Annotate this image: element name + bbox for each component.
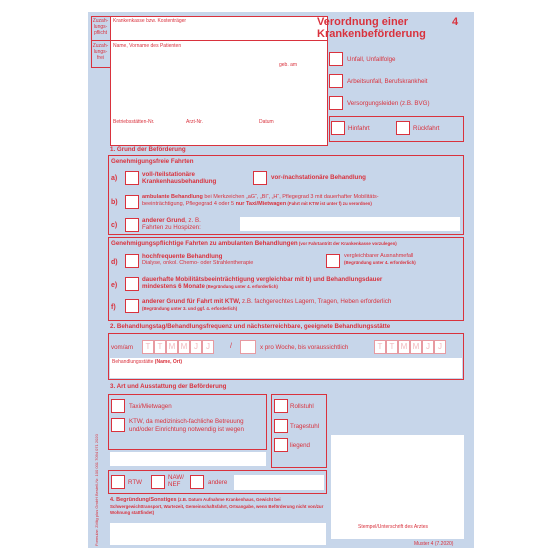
prescription-form: Zuzah- lungs- pflicht Zuzah- lungs- frei Krankenkasse bzw. Kostenträger Name, Vorname des Patienten geb. am Betriebsstätten-Nr. Arzt-Nr. Datum Verordnung einer Krankenbeförderung 4 Unfall, Unfallfolge Arbeitsunfall, Berufskrankheit Versorgungsleiden (z.B. BVG) Hinfahrt Rückfahrt 1. Grund der Beförderung Genehmigungsfreie Fahrten a) voll-/teilstationäre Krankenhausbehandlung vor-/nachstationäre Behandlung b) ambulante Behandlung bei Merkzeichen „aG“, „Bl“, „H“, Pflegegrad 3 mit dauerhafter Mobilitäts- beeinträchtigung, Pflegegrad 4 oder 5 nur Taxi/Mietwagen (Fahrt mit KTW ist unter f) zu verordnen) c) anderer Grund, z. B. Fahrten zu Hospizen: Genehmigungspflichtige Fahrten zu ambulanten Behandlungen (vor Fahrtantritt der Krankenkasse vorzulegen) d) hochfrequente Behandlung Dialyse, onkol. Chemo- oder Strahlentherapie vergleichbarer Ausnahmefall (Begründung unter 4. erforderlich) e) dauerhafte Mobilitätsbeeinträchtigung vergleichbar mit b) und Behandlungsdauer mindestens 6 Monate (Begründung unter 4. erforderlich) f) anderer Grund für Fahrt mit KTW, z.B. fachgerechtes Lagern, Tragen, Heben erforderlich (Begründung unter 3. und ggf. 4. erforderlich) 2. Behandlungstag/Behandlungsfrequenz und nächsterreichbare, geeignete Behandlungsstätte vom/am T T M M J J / x pro Woche, bis voraussichtlich T T M M J J Behandlungsstätte (Name, Ort) 3. Art und Ausstattung der Beförderung Taxi/Mietwagen KTW, da medizinisch-fachliche Betreuung und/oder Einrichtung notwendig ist wegen Rollstuhl Tragestuhl liegend RTW NAW/ NEF andere 4. Begründung/Sonstiges (z.B. Datum Aufnahme Krankenhaus, Gewicht bei Schwergewichttransport, Wartezeit, Gemeinschaftsfahrt, Ortsangabe, wenn Beförderung nicht von/zur Wohnung stattfindet) Stempel/Unterschrift des Arztes Muster 4 (7.2020) Formular: Zöllig plus GmbH Bestell-Nr. 100 001 7094 071 2020 — [88, 12, 474, 548]
liegend-label: liegend — [290, 442, 310, 449]
vor-nachstationaer-checkbox[interactable] — [253, 171, 267, 185]
hospiz-label: Fahrten zu Hospizen: — [142, 224, 201, 231]
row-f-letter: f) — [111, 304, 116, 311]
ktw-grund-checkbox[interactable] — [125, 299, 139, 313]
arbeitsunfall-label: Arbeitsunfall, Berufskrankheit — [347, 78, 428, 85]
frequency-label: x pro Woche, bis voraussichtlich — [260, 344, 349, 351]
ambulant-checkbox[interactable] — [125, 195, 139, 209]
versorgungsleiden-checkbox[interactable] — [329, 96, 343, 110]
tragestuhl-checkbox[interactable] — [274, 419, 288, 433]
row-a-letter: a) — [111, 175, 118, 182]
behandlungsstaette-label: Behandlungsstätte (Name, Ort) — [112, 359, 183, 365]
ktw-grund-note: (Begründung unter 3. und ggf. 4. erforderlich) — [142, 306, 238, 311]
form-number: 4 — [452, 16, 459, 28]
frequency-field[interactable] — [240, 340, 256, 354]
hochfrequent-detail: Dialyse, onkol. Chemo- oder Strahlentherapie — [142, 260, 254, 266]
hochfrequent-checkbox[interactable] — [125, 254, 139, 268]
row-c-letter: c) — [111, 222, 118, 229]
hospiz-field[interactable] — [240, 217, 460, 231]
stationaer-label-1: voll-/teilstationäre — [142, 171, 195, 178]
zuzahlungspflicht-label: Zuzah- lungs- pflicht — [92, 18, 109, 36]
hinfahrt-label: Hinfahrt — [348, 125, 370, 132]
mobilitaet-checkbox[interactable] — [125, 277, 139, 291]
form-title-line2: Krankenbeförderung — [317, 28, 426, 40]
hinfahrt-checkbox[interactable] — [331, 121, 345, 135]
hochfrequent-label: hochfrequente Behandlung — [142, 253, 223, 260]
rueckfahrt-checkbox[interactable] — [396, 121, 410, 135]
rueckfahrt-label: Rückfahrt — [413, 125, 440, 132]
liegend-checkbox[interactable] — [274, 438, 288, 452]
ktw-checkbox[interactable] — [111, 418, 125, 432]
rtw-label: RTW — [128, 479, 142, 486]
ambulant-text-2: beeinträchtigung, Pflegegrad 4 oder 5 nur Taxi/Mietwagen (Fahrt mit KTW ist unter f) zu verordnen) — [142, 201, 372, 207]
naw-label-2: NEF — [168, 481, 181, 488]
ausnahmefall-checkbox[interactable] — [326, 254, 340, 268]
stationaer-checkbox[interactable] — [125, 171, 139, 185]
section4-text: 4. Begründung/Sonstiges (z.B. Datum Aufnahme Krankenhaus, Gewicht bei Schwergewichttransport, Wartezeit, Gemeinschaftsfahrt, Ortsangabe, wenn Beförderung nicht von/zur Wohnung stattfindet) — [110, 497, 324, 515]
tragestuhl-label: Tragestuhl — [290, 423, 320, 430]
mobilitaet-label-2: mindestens 6 Monate (Begründung unter 4. erforderlich) — [142, 283, 278, 290]
section3-title: 3. Art und Ausstattung der Beförderung — [110, 383, 227, 390]
row-b-letter: b) — [111, 199, 118, 206]
section2-title: 2. Behandlungstag/Behandlungsfrequenz und nächsterreichbare, geeignete Behandlungsstätte — [110, 323, 391, 330]
stamp-label: Stempel/Unterschrift des Arztes — [358, 524, 429, 530]
patient-data-box[interactable] — [110, 16, 328, 146]
unfall-label: Unfall, Unfallfolge — [347, 56, 396, 63]
arzt-nr-label: Arzt-Nr. — [186, 119, 203, 125]
vom-label: vom/am — [111, 344, 134, 351]
mobilitaet-label-1: dauerhafte Mobilitätsbeeinträchtigung vergleichbar mit b) und Behandlungsdauer — [142, 276, 383, 283]
ktw-reason-field[interactable] — [110, 452, 266, 466]
rollstuhl-checkbox[interactable] — [274, 399, 288, 413]
ambulant-text-1: ambulante Behandlung bei Merkzeichen „aG“, „Bl“, „H“, Pflegegrad 3 mit dauerhafter Mobilitäts- — [142, 194, 379, 200]
form-version: Muster 4 (7.2020) — [414, 541, 454, 547]
row-e-letter: e) — [111, 282, 118, 289]
datum-label: Datum — [259, 119, 274, 125]
taxi-label: Taxi/Mietwagen — [129, 403, 172, 410]
section1-title: 1. Grund der Beförderung — [110, 146, 186, 153]
ktw-label-2: und/oder Einrichtung notwendig ist wegen — [129, 426, 244, 433]
ktw-grund-label: anderer Grund für Fahrt mit KTW, z.B. fachgerechtes Lagern, Tragen, Heben erforderlich — [142, 298, 392, 305]
zuzahlungsfrei-label: Zuzah- lungs- frei — [92, 43, 109, 61]
ausnahmefall-label: vergleichbarer Ausnahmefall — [344, 253, 414, 259]
naw-label-1: NAW/ — [168, 474, 184, 481]
vor-nachstationaer-label: vor-/nachstationäre Behandlung — [271, 174, 366, 181]
unfall-checkbox[interactable] — [329, 52, 343, 66]
kasse-label: Krankenkasse bzw. Kostenträger — [113, 18, 187, 24]
free-trips-title: Genehmigungsfreie Fahrten — [111, 158, 194, 165]
andere-label: andere — [208, 479, 228, 486]
versorgungsleiden-label: Versorgungsleiden (z.B. BVG) — [347, 100, 430, 107]
date-slash: / — [230, 343, 232, 350]
ktw-label-1: KTW, da medizinisch-fachliche Betreuung — [129, 418, 244, 425]
stationaer-label-2: Krankenhausbehandlung — [142, 178, 217, 185]
andere-checkbox[interactable] — [190, 475, 204, 489]
anderer-grund-label: anderer Grund, z. B. — [142, 217, 201, 224]
name-label: Name, Vorname des Patienten — [113, 43, 182, 49]
row-d-letter: d) — [111, 259, 118, 266]
side-print-info: Formular: Zöllig plus GmbH Bestell-Nr. 100 001 7094 071 2020 — [94, 434, 99, 546]
form-title-line1: Verordnung einer — [317, 16, 409, 28]
begruendung-field[interactable] — [110, 523, 326, 545]
ausnahmefall-note: (Begründung unter 4. erforderlich) — [344, 260, 416, 265]
anderer-grund-checkbox[interactable] — [125, 218, 139, 232]
taxi-checkbox[interactable] — [111, 399, 125, 413]
andere-field[interactable] — [234, 475, 324, 490]
birthdate-label: geb. am — [279, 62, 298, 68]
bsnr-label: Betriebsstätten-Nr. — [113, 119, 155, 125]
rollstuhl-label: Rollstuhl — [290, 403, 314, 410]
rtw-checkbox[interactable] — [111, 475, 125, 489]
naw-nef-checkbox[interactable] — [151, 475, 165, 489]
approval-trips-title: Genehmigungspflichtige Fahrten zu ambulanten Behandlungen (vor Fahrtantritt der Krankenkasse vorzulegen) — [111, 240, 397, 247]
arbeitsunfall-checkbox[interactable] — [329, 74, 343, 88]
